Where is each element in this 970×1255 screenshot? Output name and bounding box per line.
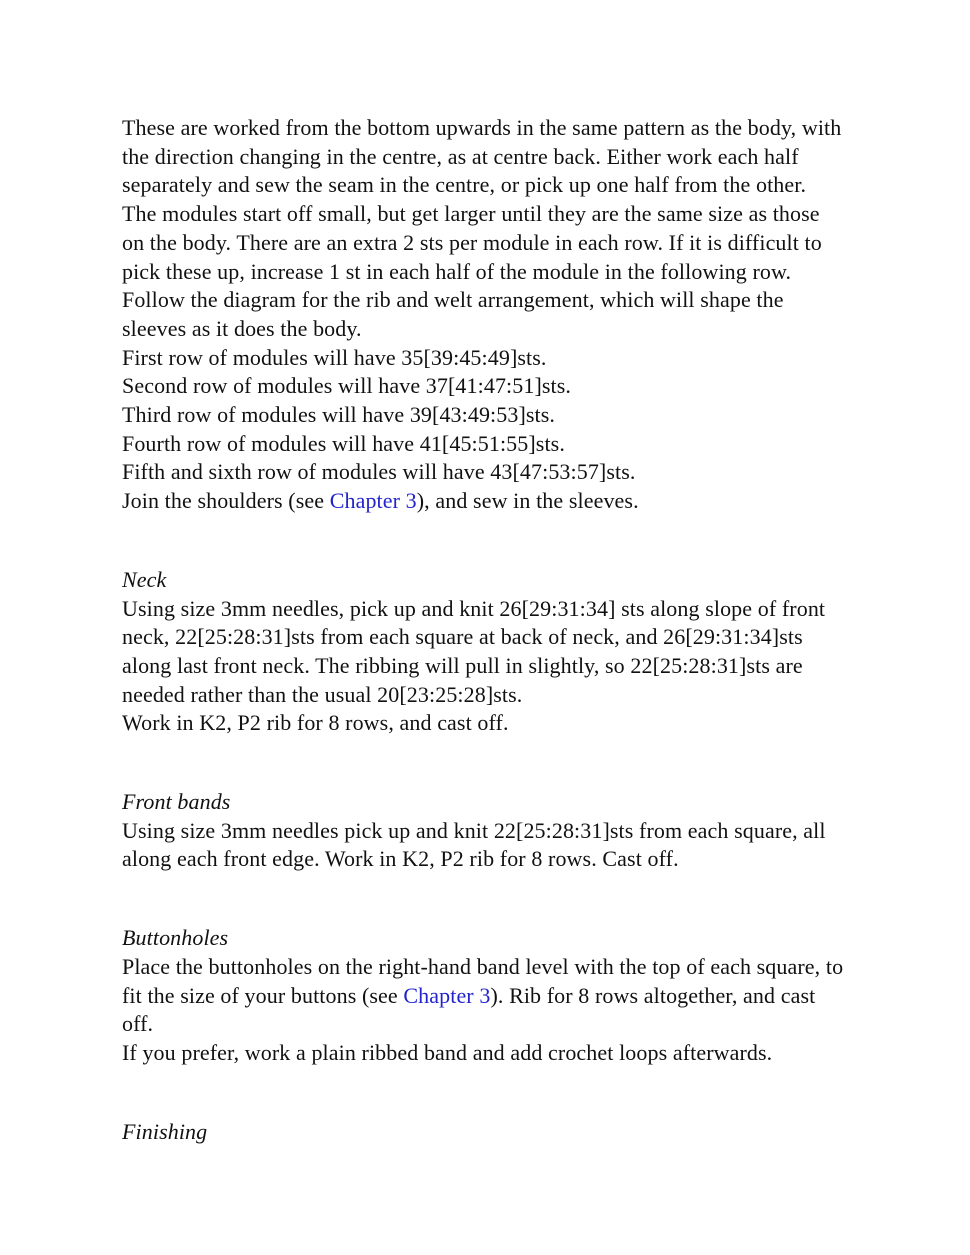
text-run: Place the buttonholes on the right-hand band level with the top of each square, to fit the size of your buttons (see [122,953,844,1008]
paragraph [122,953,844,1039]
paragraph [122,1039,844,1068]
text-run: Join the shoulders (see [122,488,330,514]
text-run: ). Rib for 8 rows altogether, and cast off. [122,982,816,1037]
text-run: Using size 3mm needles, pick up and knit 26[29:31:34] sts along slope of front neck, 22[25:28:31]sts from each square at back of neck, and 26[29:31:34]sts along last front neck. The ribbing will pull in slightly, so 22[25:28:31]sts are needed rather than the usual 20[23:25:28]sts. [122,595,826,707]
text-run: Using size 3mm needles pick up and knit 22[25:28:31]sts from each square, all along each front edge. Work in K2, P2 rib for 8 rows. Cast off. [122,817,826,872]
text-run: Fifth and sixth row of modules will have 43[47:53:57]sts. [122,459,636,485]
text-run: These are worked from the bottom upwards in the same pattern as the body, with the direction changing in the centre, as at centre back. Either work each half separately and sew the seam in the centre, or pick up one half from the other. The modules start off small, but get larger until they are the same size as those on the body. There are an extra 2 sts per module in each row. If it is difficult to pick these up, increase 1 st in each half of the module in the following row. [122,115,842,284]
paragraph [122,286,844,343]
pattern-section [122,1118,844,1147]
text-run: Follow the diagram for the rib and welt arrangement, which will shape the sleeves as it does the body. [122,287,784,341]
section-heading: Front bands [122,789,231,815]
paragraph [122,595,844,710]
text-run: Work in K2, P2 rib for 8 rows, and cast off. [122,710,509,736]
text-run: Fourth row of modules will have 41[45:51:55]sts. [122,430,565,456]
page-content [122,114,844,1146]
section-heading: Buttonholes [122,925,229,951]
paragraph [122,458,844,487]
sections-block [122,566,844,1147]
section-heading: Neck [122,566,167,592]
text-run: Second row of modules will have 37[41:47:51]sts. [122,373,572,399]
text-run: If you prefer, work a plain ribbed band and add crochet loops afterwards. [122,1039,773,1065]
paragraph [122,372,844,401]
pattern-section [122,566,844,738]
text-run: ), and sew in the sleeves. [416,488,639,514]
intro-block [122,114,844,516]
paragraph [122,430,844,459]
pattern-section [122,788,844,874]
paragraph [122,401,844,430]
chapter-3-link[interactable]: Chapter 3 [403,982,491,1008]
chapter-3-link[interactable]: Chapter 3 [329,488,417,514]
section-heading: Finishing [122,1118,208,1144]
paragraph [122,817,844,874]
paragraph [122,344,844,373]
text-run: First row of modules will have 35[39:45:49]sts. [122,344,547,370]
paragraph [122,487,844,516]
pattern-section [122,924,844,1068]
text-run: Third row of modules will have 39[43:49:53]sts. [122,402,556,428]
paragraph [122,114,844,286]
paragraph [122,709,844,738]
